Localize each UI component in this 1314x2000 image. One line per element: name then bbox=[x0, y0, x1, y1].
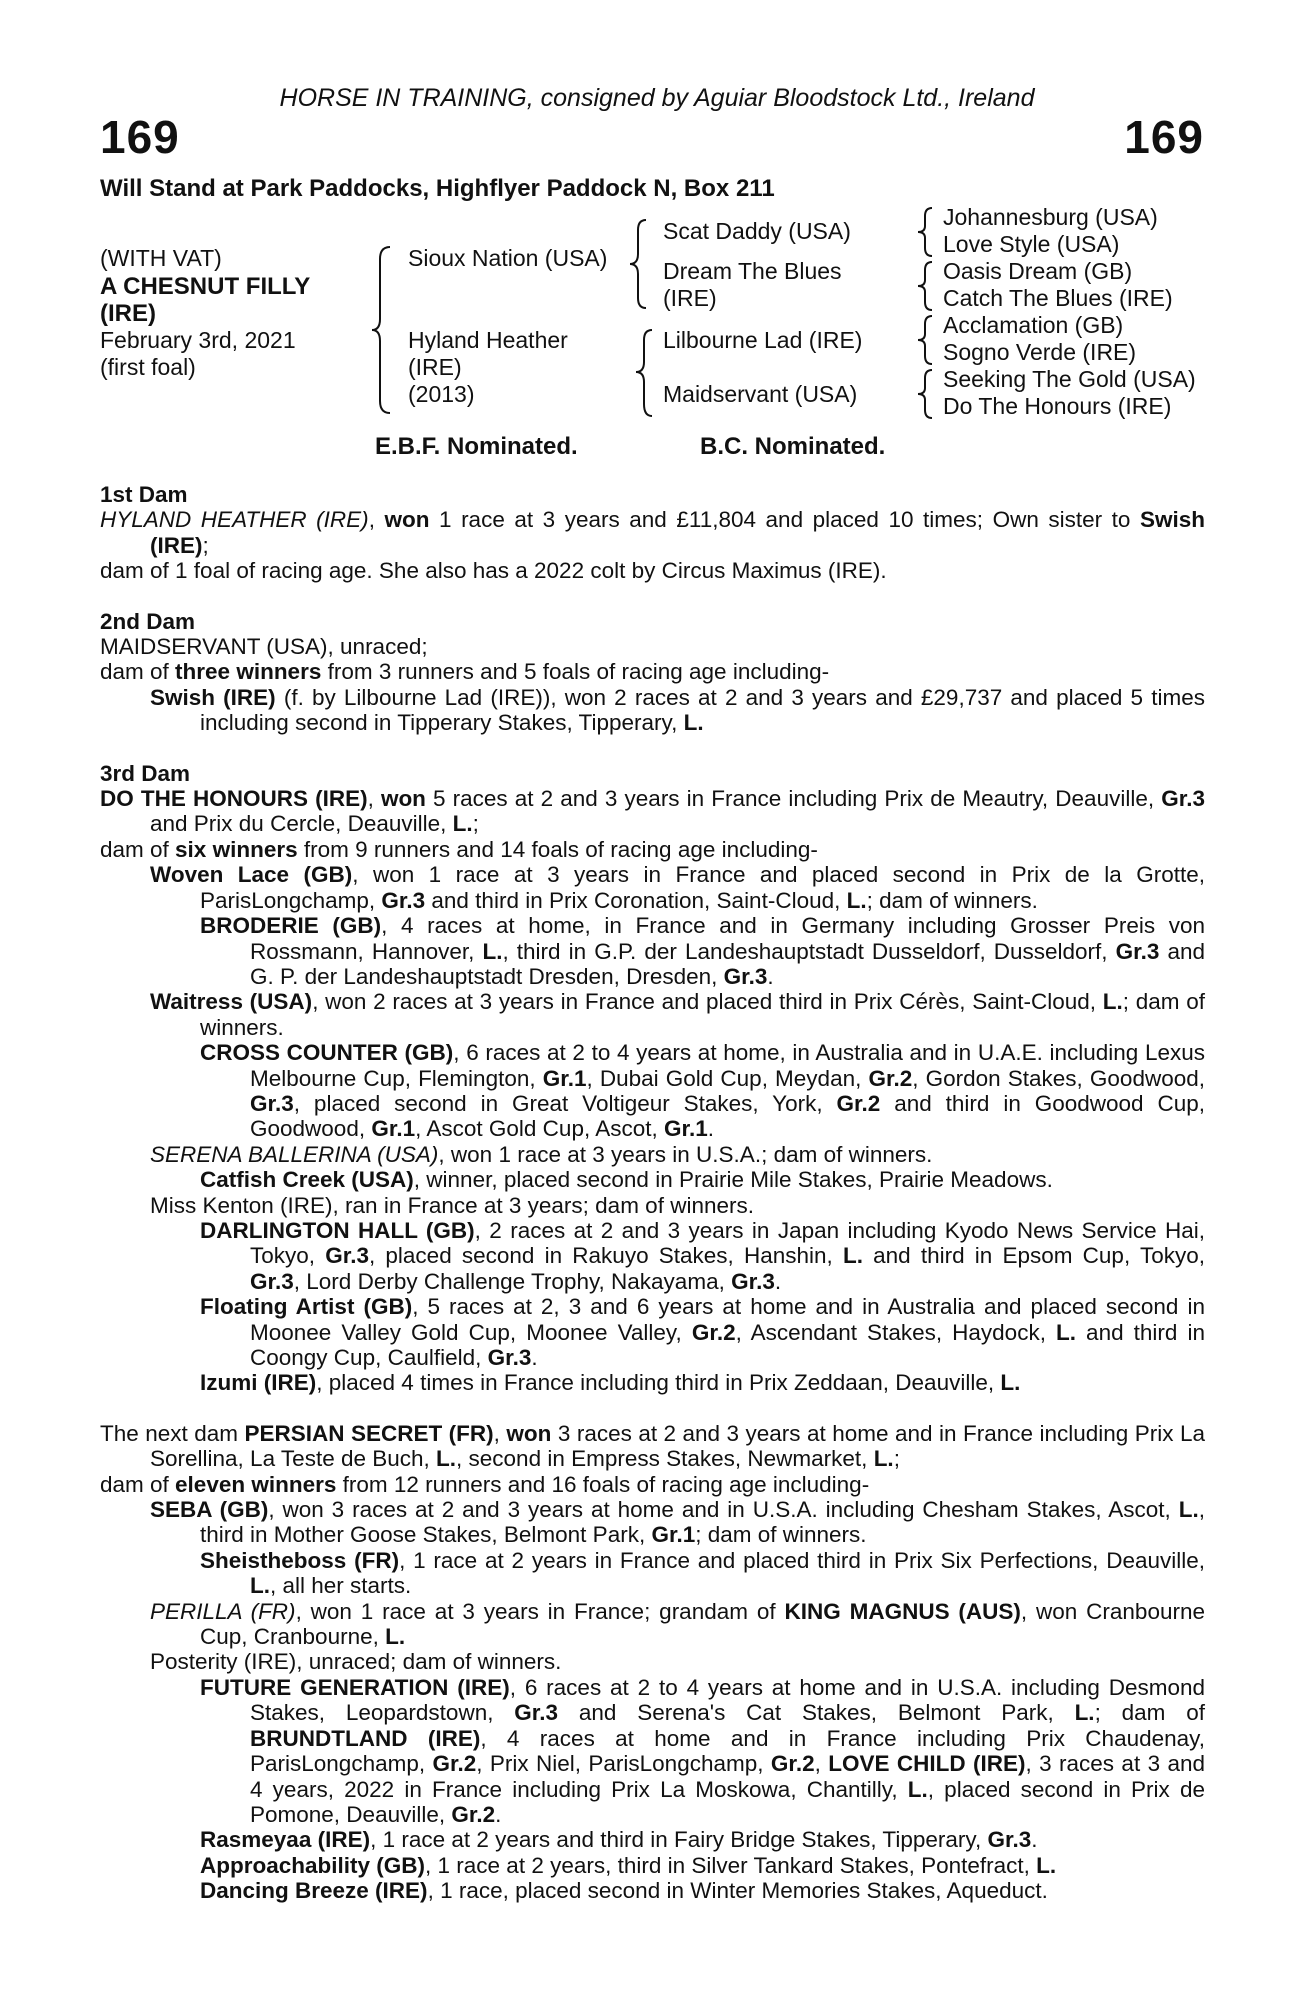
stand-location: Will Stand at Park Paddocks, Highflyer Paddock N, Box 211 bbox=[100, 175, 775, 202]
bc-nomination: B.C. Nominated. bbox=[700, 433, 886, 460]
sire-dam-line1: Dream The Blues bbox=[663, 258, 842, 284]
dam-dam: Maidservant (USA) bbox=[663, 381, 858, 407]
produce-floating-artist: Floating Artist (GB), 5 races at 2, 3 and 6 years at home and in Australia and placed second in Moonee Valley Gold Cup, Moonee Valley, Gr.2, Ascendant Stakes, Haydock, L. and third in Coongy Cup, Caulfield, Gr.3. bbox=[200, 1294, 1205, 1370]
dam-dam-sire: Seeking The Gold (USA) bbox=[943, 366, 1196, 392]
first-dam-record: HYLAND HEATHER (IRE), won 1 race at 3 years and £11,804 and placed 10 times; Own sister to Swish (IRE); bbox=[100, 507, 1205, 558]
dam-sire-sire: Acclamation (GB) bbox=[943, 312, 1124, 338]
horse-origin: (IRE) bbox=[100, 300, 156, 327]
next-dam-record: The next dam PERSIAN SECRET (FR), won 3 races at 2 and 3 years at home and in France including Prix La Sorellina, La Teste de Buch, L., second in Empress Stakes, Newmarket, L.; bbox=[100, 1420, 1205, 1472]
produce-perilla: PERILLA (FR), won 1 race at 3 years in France; grandam of KING MAGNUS (AUS), won Cranbourne Cup, Cranbourne, L. bbox=[150, 1598, 1205, 1650]
pedigree-brace-main bbox=[370, 245, 394, 415]
produce-izumi: Izumi (IRE), placed 4 times in France including third in Prix Zeddaan, Deauville, L. bbox=[200, 1370, 1021, 1396]
produce-broderie: BRODERIE (GB), 4 races at home, in France and in Germany including Grosser Preis von Rossmann, Hannover, L., third in G.P. der Landeshauptstadt Dusseldorf, Dusseldorf, Gr.3 and G. P. der Landeshauptstadt Dresden, Dresden, Gr.3. bbox=[200, 913, 1205, 989]
produce-approachability: Approachability (GB), 1 race at 2 years, third in Silver Tankard Stakes, Pontefract, L. bbox=[200, 1852, 1057, 1878]
horse-name: A CHESNUT FILLY bbox=[100, 273, 311, 300]
pedigree-brace-g3b bbox=[916, 260, 936, 312]
third-dam-produce: dam of six winners from 9 runners and 14 foals of racing age including- bbox=[100, 836, 818, 862]
produce-swish: Swish (IRE) (f. by Lilbourne Lad (IRE)), won 2 races at 2 and 3 years and £29,737 and placed 5 times including second in Tipperary Stakes, Tipperary, L. bbox=[150, 684, 1205, 736]
sire-dam-dam: Catch The Blues (IRE) bbox=[943, 285, 1173, 311]
sire-dam-line2: (IRE) bbox=[663, 285, 717, 311]
dam-line2: (IRE) bbox=[408, 354, 462, 380]
sire-dam-sire: Oasis Dream (GB) bbox=[943, 258, 1133, 284]
pedigree-brace-g3d bbox=[916, 368, 936, 420]
dam-dam-dam: Do The Honours (IRE) bbox=[943, 393, 1172, 419]
dam-line1: Hyland Heather bbox=[408, 327, 568, 353]
pedigree-brace-dam bbox=[634, 328, 656, 418]
produce-future-generation: FUTURE GENERATION (IRE), 6 races at 2 to 4 years at home and in U.S.A. including Desmond Stakes, Leopardstown, Gr.3 and Serena's Cat Stakes, Belmont Park, L.; dam of BRUNDTLAND (IRE), 4 races at home and in France including Prix Chaudenay, ParisLongchamp, Gr.2, Prix Niel, ParisLongchamp, Gr.2, LOVE CHILD (IRE), 3 races at 3 and 4 years, 2022 in France including Prix La Moskowa, Chantilly, L., placed second in Prix de Pomone, Deauville, Gr.2. bbox=[200, 1674, 1206, 1827]
produce-sheistheboss: Sheistheboss (FR), 1 race at 2 years in France and placed third in Prix Six Perfections, Deauville, L., all her starts. bbox=[200, 1547, 1205, 1599]
sire: Sioux Nation (USA) bbox=[408, 245, 608, 271]
produce-catfish-creek: Catfish Creek (USA), winner, placed second in Prairie Mile Stakes, Prairie Meadows. bbox=[200, 1167, 1053, 1193]
pedigree-brace-sire bbox=[628, 218, 650, 310]
dam-sire-dam: Sogno Verde (IRE) bbox=[943, 339, 1137, 365]
produce-dancing-breeze: Dancing Breeze (IRE), 1 race, placed second in Winter Memories Stakes, Aqueduct. bbox=[200, 1878, 1048, 1904]
next-dam-produce: dam of eleven winners from 12 runners and 16 foals of racing age including- bbox=[100, 1471, 870, 1497]
produce-rasmeyaa: Rasmeyaa (IRE), 1 race at 2 years and third in Fairy Bridge Stakes, Tipperary, Gr.3. bbox=[200, 1827, 1038, 1853]
produce-cross-counter: CROSS COUNTER (GB), 6 races at 2 to 4 years at home, in Australia and in U.A.E. including Lexus Melbourne Cup, Flemington, Gr.1, Dubai Gold Cup, Meydan, Gr.2, Gordon Stakes, Goodwood, Gr.3, placed second in Great Voltigeur Stakes, York, Gr.2 and third in Goodwood Cup, Goodwood, Gr.1, Ascot Gold Cup, Ascot, Gr.1. bbox=[200, 1040, 1205, 1142]
lot-number-right: 169 bbox=[1124, 111, 1204, 163]
produce-seba: SEBA (GB), won 3 races at 2 and 3 years at home and in U.S.A. including Chesham Stakes, Ascot, L., third in Mother Goose Stakes, Belmont Park, Gr.1; dam of winners. bbox=[150, 1497, 1205, 1548]
produce-miss-kenton: Miss Kenton (IRE), ran in France at 3 years; dam of winners. bbox=[150, 1192, 754, 1218]
produce-darlington-hall: DARLINGTON HALL (GB), 2 races at 2 and 3 years in Japan including Kyodo News Service Hai, Tokyo, Gr.3, placed second in Rakuyo Stakes, Hanshin, L. and third in Epsom Cup, Tokyo, Gr.3, Lord Derby Challenge Trophy, Nakayama, Gr.3. bbox=[200, 1217, 1205, 1294]
produce-posterity: Posterity (IRE), unraced; dam of winners. bbox=[150, 1649, 562, 1675]
pedigree-brace-g3c bbox=[916, 314, 936, 366]
foaling-date: February 3rd, 2021 bbox=[100, 327, 296, 353]
third-dam-record: DO THE HONOURS (IRE), won 5 races at 2 and 3 years in France including Prix de Meautry, Deauville, Gr.3 and Prix du Cercle, Deauville, L.; bbox=[100, 786, 1205, 837]
second-dam-heading: 2nd Dam bbox=[100, 608, 196, 634]
ebf-nomination: E.B.F. Nominated. bbox=[375, 433, 578, 460]
vat-note: (WITH VAT) bbox=[100, 245, 222, 271]
sire-sire-dam: Love Style (USA) bbox=[943, 231, 1120, 257]
lot-number-left: 169 bbox=[100, 111, 180, 163]
sire-sire-sire: Johannesburg (USA) bbox=[943, 204, 1158, 230]
dam-sire: Lilbourne Lad (IRE) bbox=[663, 327, 863, 353]
dam-line3: (2013) bbox=[408, 381, 475, 407]
produce-woven-lace: Woven Lace (GB), won 1 race at 3 years in France and placed second in Prix de la Grotte, ParisLongchamp, Gr.3 and third in Prix Coronation, Saint-Cloud, L.; dam of winners. bbox=[150, 862, 1205, 913]
sire-sire: Scat Daddy (USA) bbox=[663, 218, 851, 244]
catalogue-body bbox=[100, 482, 1205, 1904]
pedigree-brace-g3a bbox=[916, 206, 936, 258]
consignor-line: HORSE IN TRAINING, consigned by Aguiar Bloodstock Ltd., Ireland bbox=[279, 84, 1035, 112]
third-dam-heading: 3rd Dam bbox=[100, 760, 191, 786]
second-dam-produce: dam of three winners from 3 runners and 5 foals of racing age including- bbox=[100, 659, 830, 685]
first-foal-note: (first foal) bbox=[100, 354, 196, 380]
second-dam-record: MAIDSERVANT (USA), unraced; bbox=[100, 634, 428, 660]
first-dam-produce: dam of 1 foal of racing age. She also has a 2022 colt by Circus Maximus (IRE). bbox=[100, 558, 887, 584]
first-dam-heading: 1st Dam bbox=[100, 482, 188, 507]
produce-serena-ballerina: SERENA BALLERINA (USA), won 1 race at 3 years in U.S.A.; dam of winners. bbox=[150, 1141, 933, 1167]
produce-waitress: Waitress (USA), won 2 races at 3 years in France and placed third in Prix Cérès, Saint-Cloud, L.; dam of winners. bbox=[150, 989, 1205, 1040]
